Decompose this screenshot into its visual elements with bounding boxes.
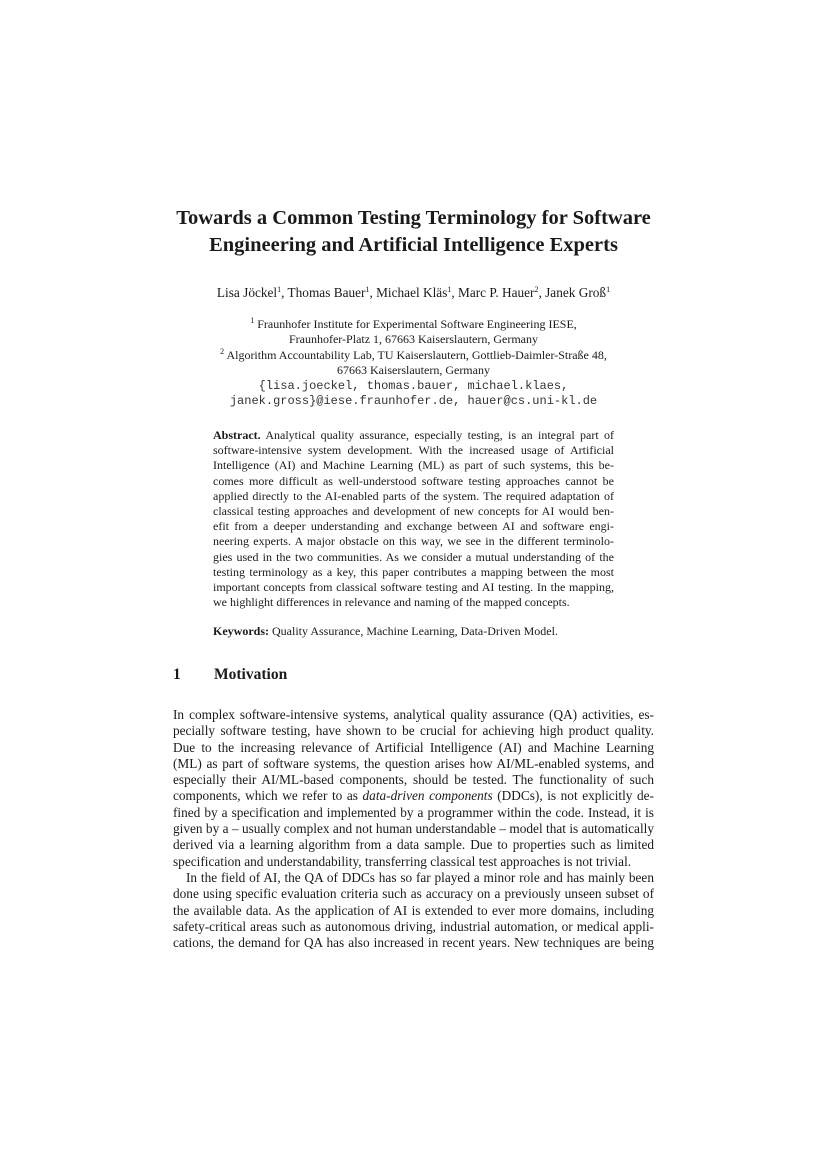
abstract xyxy=(213,428,614,610)
body-line: In complex software-intensive systems, analytical quality assurance (QA) activities, es- xyxy=(173,707,654,722)
abstract-line: classical testing approaches and development of new concepts for AI would ben- xyxy=(213,504,614,519)
affiliation-1: $^1$ Fraunhofer Institute for Experimental Software Engineering IESE, xyxy=(250,316,577,331)
author: Janek Groß$^1$ xyxy=(545,285,611,300)
email-line: janek.gross}@iese.fraunhofer.de, hauer@cs.uni-kl.de xyxy=(229,394,598,409)
keywords xyxy=(213,624,614,639)
title-line: Engineering and Artificial Intelligence Experts xyxy=(209,234,618,256)
body-line: components, which we refer to as data-driven components (DDCs), is not explicitly de- xyxy=(173,788,654,804)
body-line: derived via a learning algorithm from a data sample. Due to properties such as limited xyxy=(173,837,654,853)
author: Marc P. Hauer$^2$ xyxy=(458,285,539,300)
abstract-line: we highlight differences in relevance and naming of the mapped concepts. xyxy=(213,595,570,610)
author: Thomas Bauer$^1$ xyxy=(287,285,370,300)
abstract-line: Abstract. Analytical quality assurance, especially testing, is an integral part of xyxy=(213,428,614,442)
body-line: pecially software testing, have shown to be crucial for achieving high product quality. xyxy=(173,723,654,739)
body-line: done using specific evaluation criteria such as accuracy on a previously unseen subset of xyxy=(173,886,654,902)
abstract-line: comes more difficult as well-understood software testing approaches cannot be xyxy=(213,473,614,488)
keywords-text: Quality Assurance, Machine Learning, Data-Driven Model. xyxy=(272,624,558,638)
affiliation-2: $^2$ Algorithm Accountability Lab, TU Kaiserslautern, Gottlieb-Daimler-Straße 48, xyxy=(220,346,607,362)
email-line: {lisa.joeckel, thomas.bauer, michael.klaes, xyxy=(258,378,569,393)
title-line: Towards a Common Testing Terminology for Software xyxy=(176,207,651,229)
abstract-line: testing terminology as a key, this paper contributes a mapping between the most xyxy=(213,564,614,579)
section-body xyxy=(173,707,654,951)
affiliations xyxy=(150,317,677,409)
keywords-label: Keywords: xyxy=(213,624,269,638)
body-line: In the field of AI, the QA of DDCs has so far played a minor role and has mainly been xyxy=(186,869,654,885)
body-line: the available data. As the application of AI is extended to ever more domains, including xyxy=(173,902,654,918)
abstract-line: software-intensive system development. With the increased usage of Artificial xyxy=(213,443,614,458)
abstract-line: Intelligence (AI) and Machine Learning (ML) as part of such systems, this be- xyxy=(213,458,614,473)
body-line: especially their AI/ML-based components, should be tested. The functionality of such xyxy=(173,772,654,788)
author: Michael Kläs$^1$ xyxy=(376,285,452,300)
body-line: (ML) as part of software systems, the question arises how AI/ML-enabled systems, and xyxy=(173,755,654,771)
affiliation-2-address: 67663 Kaiserslautern, Germany xyxy=(337,363,490,378)
body-line: Due to the increasing relevance of Artificial Intelligence (AI) and Machine Learning xyxy=(173,739,654,755)
body-line: cations, the demand for QA has also increased in recent years. New techniques are being xyxy=(173,935,654,951)
abstract-line: neering experts. A major obstacle on this way, we see in the different terminolo- xyxy=(213,534,614,549)
abstract-line: important concepts from classical software testing and AI testing. In the mapping, xyxy=(213,580,614,595)
paper-title xyxy=(150,205,677,259)
paragraph xyxy=(173,707,654,870)
body-line: safety-critical areas such as autonomous driving, industrial automation, or medical appli- xyxy=(173,918,654,934)
section-number: 1 xyxy=(173,666,181,683)
section-heading xyxy=(173,665,654,685)
author-list: Lisa Jöckel$^1$, Thomas Bauer$^1$, Michael Kläs$^1$, Marc P. Hauer$^2$, Janek Groß$^1$ xyxy=(216,285,611,300)
paragraph xyxy=(173,870,654,951)
abstract-label: Abstract. xyxy=(213,428,261,442)
section-title: Motivation xyxy=(214,666,288,683)
author: Lisa Jöckel$^1$ xyxy=(216,285,282,300)
body-line: given by a – usually complex and not human understandable – model that is automatically xyxy=(173,821,654,837)
abstract-line: efit from a deeper understanding and exchange between AI and software engi- xyxy=(213,519,614,534)
abstract-line: gies used in the two communities. As we consider a mutual understanding of the xyxy=(213,549,614,564)
body-line: fined by a specification and implemented by a programmer within the code. Instead, it is xyxy=(173,804,654,820)
emphasis-term: data-driven components xyxy=(362,788,493,804)
affiliation-1-address: Fraunhofer-Platz 1, 67663 Kaiserslautern, Germany xyxy=(288,332,539,347)
abstract-line: applied directly to the AI-enabled parts of the system. The required adaptation of xyxy=(213,488,614,503)
body-line: specification and understandability, transferring classical test approaches is not trivial. xyxy=(173,853,632,869)
